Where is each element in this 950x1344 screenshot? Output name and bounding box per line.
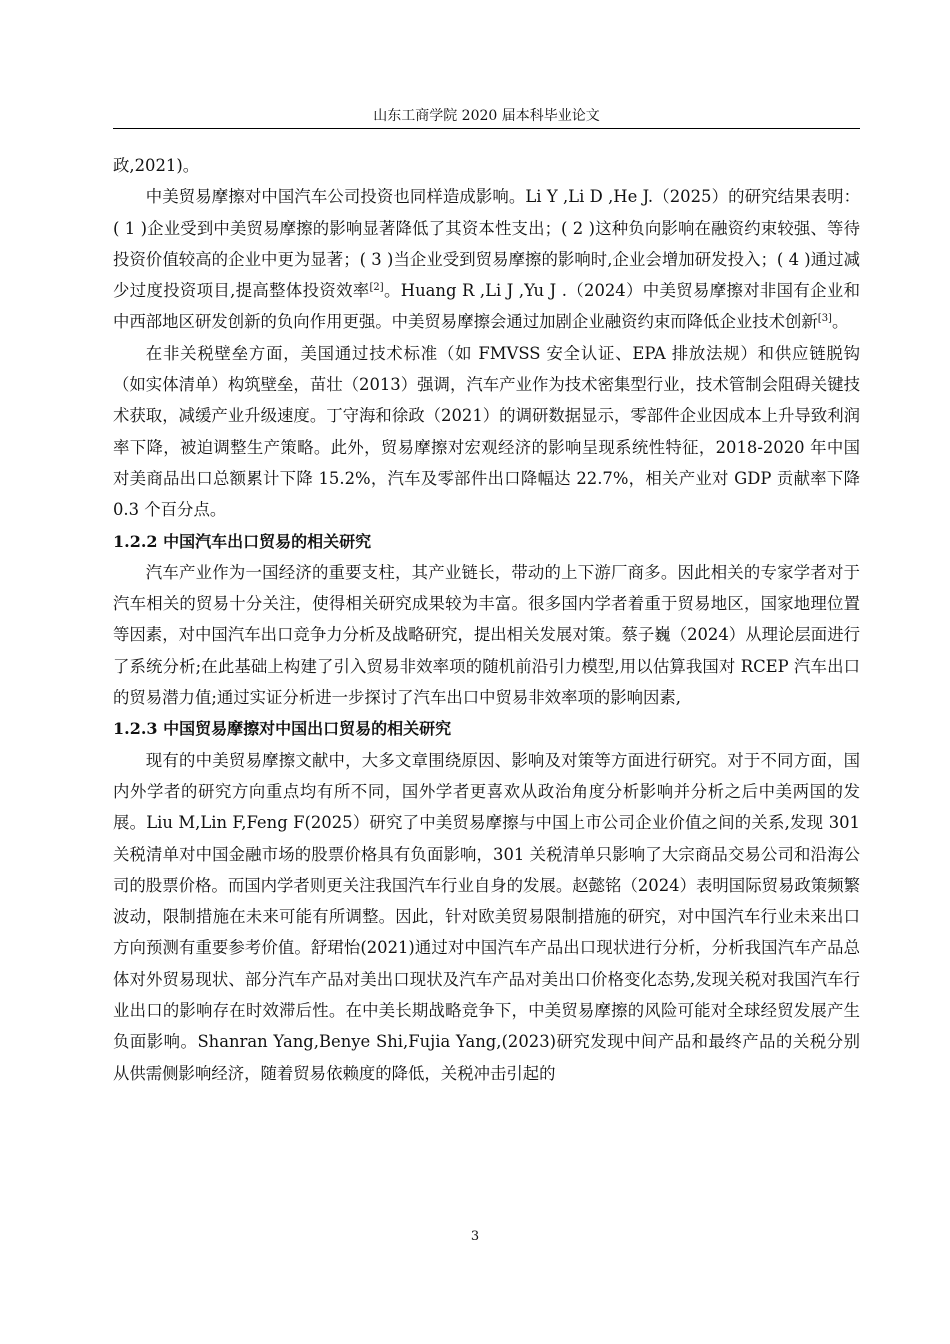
paragraph-non-tariff-barriers: 在非关税壁垒方面，美国通过技术标准（如 FMVSS 安全认证、EPA 排放法规）和供应链脱钩（如实体清单）构筑壁垒，苗壮（2013）强调，汽车产业作为技术密集型行业，技术管制会阻碍关键技术获取，减缓产业升级速度。丁守海和徐政（2021）的调研数据显示，零部件企业因成本上升导致利润率下降，被迫调整生产策略。此外，贸易摩擦对宏观经济的影响呈现系统性特征，2018-2020 年中国对美商品出口总额累计下降 15.2%，汽车及零部件出口降幅达 22.7%，相关产业对 GDP 贡献率下降 0.3 个百分点。	[113, 343, 860, 520]
citation-ref-3: [3]	[817, 313, 832, 325]
paragraph-continuation: 政,2021)。	[113, 156, 200, 175]
page-number: 3	[470, 1229, 480, 1244]
paragraph-trade-friction-export: 现有的中美贸易摩擦文献中，大多文章围绕原因、影响及对策等方面进行研究。对于不同方面，国内外学者的研究方向重点均有所不同，国外学者更喜欢从政治角度分析影响并分析之后中美两国的发展。Liu M,Lin F,Feng F(2025）研究了中美贸易摩擦与中国上市公司企业价值之间的关系,发现 301 关税清单对中国金融市场的股票价格具有负面影响，301 关税清单只影响了大宗商品交易公司和沿海公司的股票价格。而国内学者则更关注我国汽车行业自身的发展。赵懿铭（2024）表明国际贸易政策频繁波动，限制措施在未来可能有所调整。因此，针对欧美贸易限制措施的研究，对中国汽车行业未来出口方向预测有重要参考价值。舒珺怡(2021)通过对中国汽车产品出口现状进行分析，分析我国汽车产品总体对外贸易现状、部分汽车产品对美出口现状及汽车产品对美出口价格变化态势,发现关税对我国汽车行业出口的影响存在时效滞后性。在中美长期战略竞争下，中美贸易摩擦的风险可能对全球经贸发展产生负面影响。Shanran Yang,Benye Shi,Fujia Yang,(2023)研究发现中间产品和最终产品的关税分别从供需侧影响经济，随着贸易依赖度的降低，关税冲击引起的	[113, 750, 860, 1083]
paragraph-investment-impact	[113, 181, 860, 337]
section-heading-1-2-3: 1.2.3 中国贸易摩擦对中国出口贸易的相关研究	[113, 719, 452, 739]
paragraph-text: 。	[831, 312, 849, 332]
paragraph-text: 。Huang R ,Li J ,Yu J .（2024）中美贸易摩擦对非国有企业和中西部地区研发创新的负向作用更强。中美贸易摩擦会通过加剧企业融资约束而降低企业技术创新	[113, 281, 860, 332]
section-heading-1-2-2: 1.2.2 中国汽车出口贸易的相关研究	[113, 531, 372, 551]
paragraph-text: 中美贸易摩擦对中国汽车公司投资也同样造成影响。Li Y ,Li D ,He J.（2025）的研究结果表明：( 1 )企业受到中美贸易摩擦的影响显著降低了其资本性支出；( 2 )这种负向影响在融资约束较强、等待投资价值较高的企业中更为显著；( 3 )当企业受到贸易摩擦的影响时,企业会增加研发投入；( 4 )通过减少过度投资项目,提高整体投资效率	[113, 187, 860, 301]
running-header: 山东工商学院 2020 届本科毕业论文	[373, 108, 600, 124]
body-text	[113, 150, 860, 1089]
paragraph-auto-export-research: 汽车产业作为一国经济的重要支柱，其产业链长，带动的上下游厂商多。因此相关的专家学者对于汽车相关的贸易十分关注，使得相关研究成果较为丰富。很多国内学者着重于贸易地区，国家地理位置等因素，对中国汽车出口竞争力分析及战略研究，提出相关发展对策。蔡子巍（2024）从理论层面进行了系统分析;在此基础上构建了引入贸易非效率项的随机前沿引力模型,用以估算我国对 RCEP 汽车出口的贸易潜力值;通过实证分析进一步探讨了汽车出口中贸易非效率项的影响因素,	[113, 562, 860, 708]
header-rule	[113, 128, 860, 129]
citation-ref-2: [2]	[369, 282, 384, 294]
